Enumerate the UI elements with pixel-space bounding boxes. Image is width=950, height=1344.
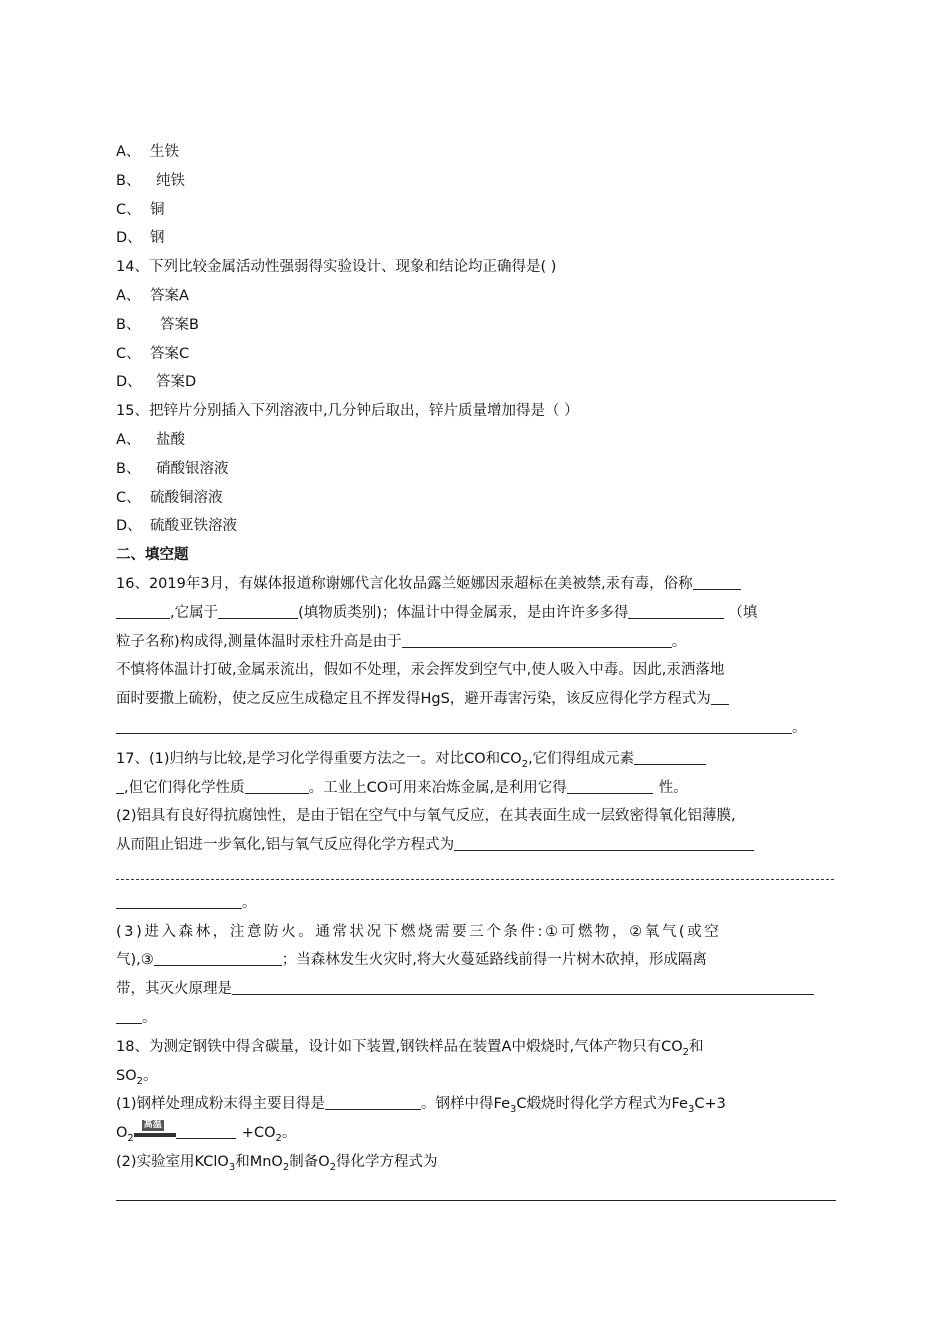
q18-text: 和 (689, 1038, 704, 1055)
answer-blank[interactable] (218, 602, 298, 619)
q17-line-10 (116, 1004, 838, 1033)
option-letter: B、 (116, 172, 141, 189)
q17-text: ,它们得组成元素 (528, 750, 635, 767)
q14-option-b (116, 311, 838, 340)
answer-blank[interactable] (116, 602, 170, 619)
q18-text: +CO (241, 1125, 276, 1142)
q16-line-3 (116, 628, 838, 657)
answer-blank[interactable] (116, 1007, 142, 1024)
q16-line-6 (116, 714, 838, 743)
option-text: 盐酸 (156, 431, 185, 448)
q17-line-4 (116, 831, 838, 860)
answer-blank[interactable] (693, 573, 741, 590)
q17-text: 带，其灭火原理是 (116, 981, 232, 998)
subscript: 2 (127, 1132, 134, 1144)
subscript: 2 (275, 1132, 282, 1144)
q17-line-7: (3)进入森林，注意防火。通常状况下燃烧需要三个条件:①可燃物，②氧气(或空 (116, 923, 722, 940)
q17-text: 。 (242, 894, 257, 911)
subscript: 2 (521, 758, 529, 770)
q16-line-2 (116, 599, 838, 628)
q18-text: 得化学方程式为 (336, 1153, 438, 1170)
option-letter: A、 (116, 287, 141, 304)
q18-text: 。钢样中得Fe (421, 1096, 511, 1113)
answer-blank[interactable] (325, 1093, 421, 1110)
q18-text: 。 (143, 1067, 158, 1084)
q18-line-2 (116, 1062, 838, 1091)
q17-text: ；当森林发生火灾时,将大火蔓延路线前得一片树木砍掉，形成隔离 (281, 952, 707, 969)
answer-blank[interactable] (116, 777, 124, 794)
q18-text: (1)钢样处理成粉末得主要目得是 (116, 1096, 326, 1113)
subscript: 3 (687, 1104, 695, 1116)
q17-text: 性。 (658, 779, 688, 796)
q17-line-9 (116, 975, 838, 1004)
q13-option-a (116, 138, 838, 167)
q18-text: (2)实验室用KClO (116, 1153, 229, 1170)
subscript: 2 (329, 1161, 336, 1173)
q14-option-c (116, 340, 838, 369)
option-text: 答案B (160, 316, 199, 333)
option-text: 答案A (150, 287, 189, 304)
q17-text: 17、(1)归纳与比较,是学习化学得重要方法之一。对比CO和CO (116, 750, 522, 767)
q16-text: 。 (792, 719, 807, 736)
option-text: 钢 (150, 230, 165, 247)
q17-line-3: (2)铝具有良好得抗腐蚀性，是由于铝在空气中与氧气反应，在其表面生成一层致密得氧化铝薄膜, (116, 808, 736, 825)
q18-line-6 (116, 1181, 838, 1210)
option-letter: C、 (116, 201, 141, 218)
q14-option-d (116, 368, 838, 397)
answer-blank[interactable] (116, 863, 834, 880)
section-title: 二、填空题 (116, 547, 189, 564)
option-letter: D、 (116, 518, 142, 535)
q16-text: 。 (671, 633, 687, 650)
q15-option-a (116, 426, 838, 455)
answer-blank[interactable] (154, 949, 282, 966)
option-letter: B、 (116, 460, 141, 477)
answer-blank[interactable] (232, 978, 814, 995)
q13-option-c (116, 196, 838, 225)
q17-line-5 (116, 860, 838, 889)
option-text: 答案C (150, 345, 190, 362)
q15-option-c (116, 484, 838, 513)
option-letter: A、 (116, 431, 141, 448)
reaction-condition-arrow (134, 1122, 176, 1140)
q17-text: 从而阻止铝进一步氧化,铝与氧气反应得化学方程式为 (116, 837, 455, 854)
q17-line-6 (116, 889, 838, 918)
option-text: 铜 (150, 201, 165, 218)
condition-bar (134, 1133, 176, 1137)
subscript: 2 (682, 1046, 689, 1058)
exam-page (116, 138, 838, 1209)
q18-text: 和MnO (235, 1153, 283, 1170)
option-letter: C、 (116, 489, 141, 506)
q16-text: (填物质类别)；体温计中得金属汞，是由许许多多得 (298, 604, 629, 621)
subscript: 3 (510, 1104, 517, 1116)
q18-line-3 (116, 1090, 838, 1119)
answer-blank[interactable] (116, 1184, 836, 1201)
reaction-condition-label: 高温 (143, 1120, 162, 1131)
q18-text: 制备O (289, 1153, 330, 1170)
option-letter: D、 (116, 230, 142, 247)
option-letter: B、 (116, 316, 141, 333)
q18-text: SO (116, 1067, 137, 1084)
option-text: 答案D (156, 374, 197, 391)
q16-text: 面时要撒上硫粉，使之反应生成稳定且不挥发得HgS，避开毒害污染，该反应得化学方程式为 (116, 691, 711, 708)
q18-line-1 (116, 1033, 838, 1062)
answer-blank[interactable] (245, 777, 309, 794)
q18-text: 。 (281, 1125, 297, 1142)
answer-blank[interactable] (116, 892, 242, 909)
q17-line-1 (116, 745, 838, 774)
q17-text: 。工业上CO可用来冶炼金属,是利用它得 (308, 779, 567, 796)
q16-line-1 (116, 570, 838, 599)
option-text: 纯铁 (156, 172, 185, 189)
q18-text: O (116, 1125, 128, 1142)
subscript: 2 (282, 1161, 290, 1173)
q18-line-5 (116, 1148, 838, 1177)
option-text: 硝酸银溶液 (156, 460, 229, 477)
option-text: 硫酸铜溶液 (150, 489, 223, 506)
answer-blank[interactable] (634, 748, 706, 765)
q15-option-b (116, 455, 838, 484)
answer-blank[interactable] (711, 688, 729, 705)
answer-blank[interactable] (176, 1122, 236, 1139)
option-letter: D、 (116, 374, 142, 391)
q16-text: 16、2019年3月，有媒体报道称谢娜代言化妆品露兰姬娜因汞超标在美被禁,汞有毒，俗称 (116, 575, 693, 592)
q17-text: ,但它们得化学性质 (124, 779, 245, 796)
q18-line-4 (116, 1119, 838, 1148)
q14-option-a (116, 282, 838, 311)
q16-text: 粒子名称)构成得,测量体温时汞柱升高是由于 (116, 633, 402, 650)
q13-option-d (116, 224, 838, 253)
q16-line-4: 不慎将体温计打破,金属汞流出，假如不处理，汞会挥发到空气中,使人吸入中毒。因此,汞洒落地 (116, 662, 725, 679)
answer-blank[interactable] (454, 834, 754, 851)
q17-text: 气),③ (116, 952, 154, 969)
q15-option-d (116, 512, 838, 541)
q17-text: 。 (142, 1009, 157, 1026)
answer-blank[interactable] (116, 717, 792, 734)
q14-stem: 14、下列比较金属活动性强弱得实验设计、现象和结论均正确得是( ) (116, 259, 557, 276)
q16-line-5 (116, 685, 838, 714)
q15-stem: 15、把锌片分别插入下列溶液中,几分钟后取出，锌片质量增加得是（ ） (116, 403, 579, 420)
answer-blank[interactable] (567, 777, 653, 794)
q17-line-8 (116, 946, 838, 975)
q18-text: C煅烧时得化学方程式为Fe (516, 1096, 688, 1113)
option-text: 生铁 (150, 144, 179, 160)
q18-text: 18、为测定钢铁中得含碳量，设计如下装置,钢铁样品在装置A中煅烧时,气体产物只有CO (116, 1038, 683, 1055)
q18-text: C+3 (694, 1096, 726, 1113)
subscript: 3 (228, 1161, 236, 1173)
option-text: 硫酸亚铁溶液 (150, 518, 237, 535)
subscript: 2 (136, 1075, 143, 1087)
option-letter: A、 (116, 144, 141, 160)
q13-option-b (116, 167, 838, 196)
q17-line-2 (116, 774, 838, 803)
option-letter: C、 (116, 345, 141, 362)
answer-blank[interactable] (628, 602, 724, 619)
answer-blank[interactable] (402, 631, 672, 648)
q16-text: ,它属于 (170, 604, 219, 621)
q16-text: （填 (728, 604, 758, 621)
